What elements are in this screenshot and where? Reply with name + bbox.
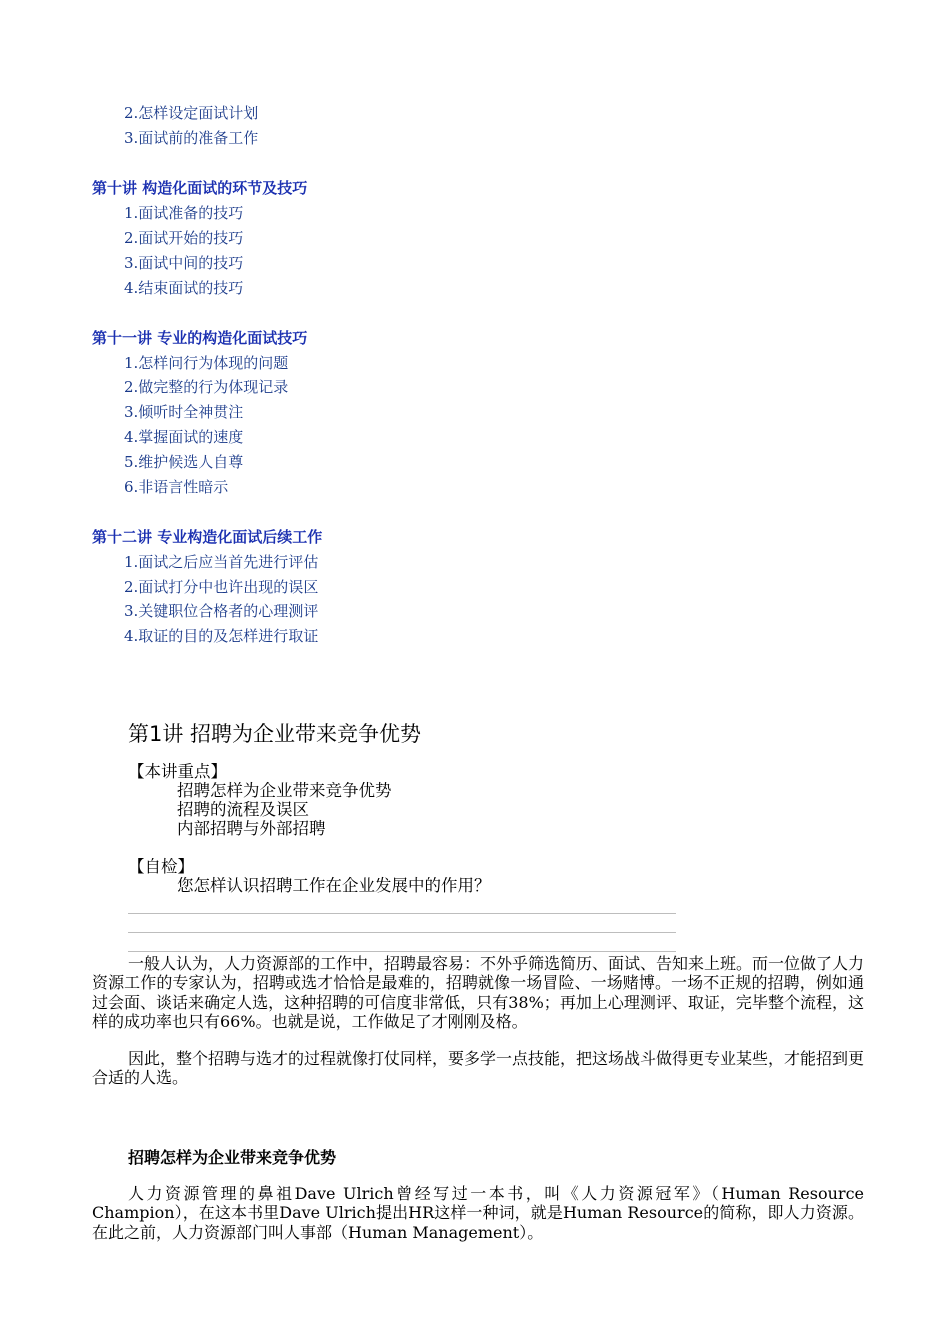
toc-item[interactable]: 2.怎样设定面试计划 xyxy=(124,104,259,122)
answer-line xyxy=(128,932,676,933)
toc-item[interactable]: 4.掌握面试的速度 xyxy=(124,428,244,446)
body-paragraph: 一般人认为，人力资源部的工作中，招聘最容易：不外乎筛选简历、面试、告知来上班。而一位做了人力资源工作的专家认为，招聘或选才恰恰是最难的，招聘就像一场冒险、一场赌博。一场不正规的招聘，例如通过会面、谈话来确定人选，这种招聘的可信度非常低，只有38%；再加上心理测评、取证，完毕整个流程，这样的成功率也只有66%。也就是说，工作做足了才刚刚及格。 xyxy=(92,954,865,1031)
toc-item[interactable]: 3.倾听时全神贯注 xyxy=(124,403,244,421)
toc-item[interactable]: 5.维护候选人自尊 xyxy=(124,453,244,471)
focus-label: 【本讲重点】 xyxy=(128,762,227,781)
focus-item: 招聘的流程及误区 xyxy=(177,800,309,819)
toc-item[interactable]: 2.面试打分中也许出现的误区 xyxy=(124,578,319,596)
toc-item[interactable]: 2.做完整的行为体现记录 xyxy=(124,378,289,396)
selfcheck-question: 您怎样认识招聘工作在企业发展中的作用？ xyxy=(177,876,491,895)
toc-item[interactable]: 3.关键职位合格者的心理测评 xyxy=(124,602,319,620)
toc-item[interactable]: 1.面试准备的技巧 xyxy=(124,204,244,222)
toc-item[interactable]: 2.面试开始的技巧 xyxy=(124,229,244,247)
toc-item[interactable]: 4.取证的目的及怎样进行取证 xyxy=(124,627,319,645)
toc-item[interactable]: 3.面试中间的技巧 xyxy=(124,254,244,272)
selfcheck-label: 【自检】 xyxy=(128,857,194,876)
lecture-title: 第1讲 招聘为企业带来竞争优势 xyxy=(128,722,422,746)
toc-item[interactable]: 6.非语言性暗示 xyxy=(124,478,229,496)
section-heading: 招聘怎样为企业带来竞争优势 xyxy=(128,1148,337,1167)
focus-item: 招聘怎样为企业带来竞争优势 xyxy=(177,781,392,800)
body-paragraph: 因此，整个招聘与选才的过程就像打仗同样，要多学一点技能，把这场战斗做得更专业某些，才能招到更合适的人选。 xyxy=(92,1049,865,1088)
toc-heading-lecture-11[interactable]: 第十一讲 专业的构造化面试技巧 xyxy=(92,329,308,347)
answer-line xyxy=(128,951,676,952)
toc-item[interactable]: 1.怎样问行为体现的问题 xyxy=(124,354,289,372)
toc-item[interactable]: 3.面试前的准备工作 xyxy=(124,129,259,147)
body-paragraph: 人力资源管理的鼻祖Dave Ulrich曾经写过一本书，叫《人力资源冠军》（Human Resource Champion），在这本书里Dave Ulrich提出HR这样一种词，就是Human Resource的简称，即人力资源。在此之前，人力资源部门叫人事部（Human Management）。 xyxy=(92,1184,864,1242)
toc-heading-lecture-10[interactable]: 第十讲 构造化面试的环节及技巧 xyxy=(92,179,308,197)
toc-item[interactable]: 1.面试之后应当首先进行评估 xyxy=(124,553,319,571)
answer-line xyxy=(128,913,676,914)
toc-heading-lecture-12[interactable]: 第十二讲 专业构造化面试后续工作 xyxy=(92,528,323,546)
focus-item: 内部招聘与外部招聘 xyxy=(177,819,326,838)
toc-item[interactable]: 4.结束面试的技巧 xyxy=(124,279,244,297)
